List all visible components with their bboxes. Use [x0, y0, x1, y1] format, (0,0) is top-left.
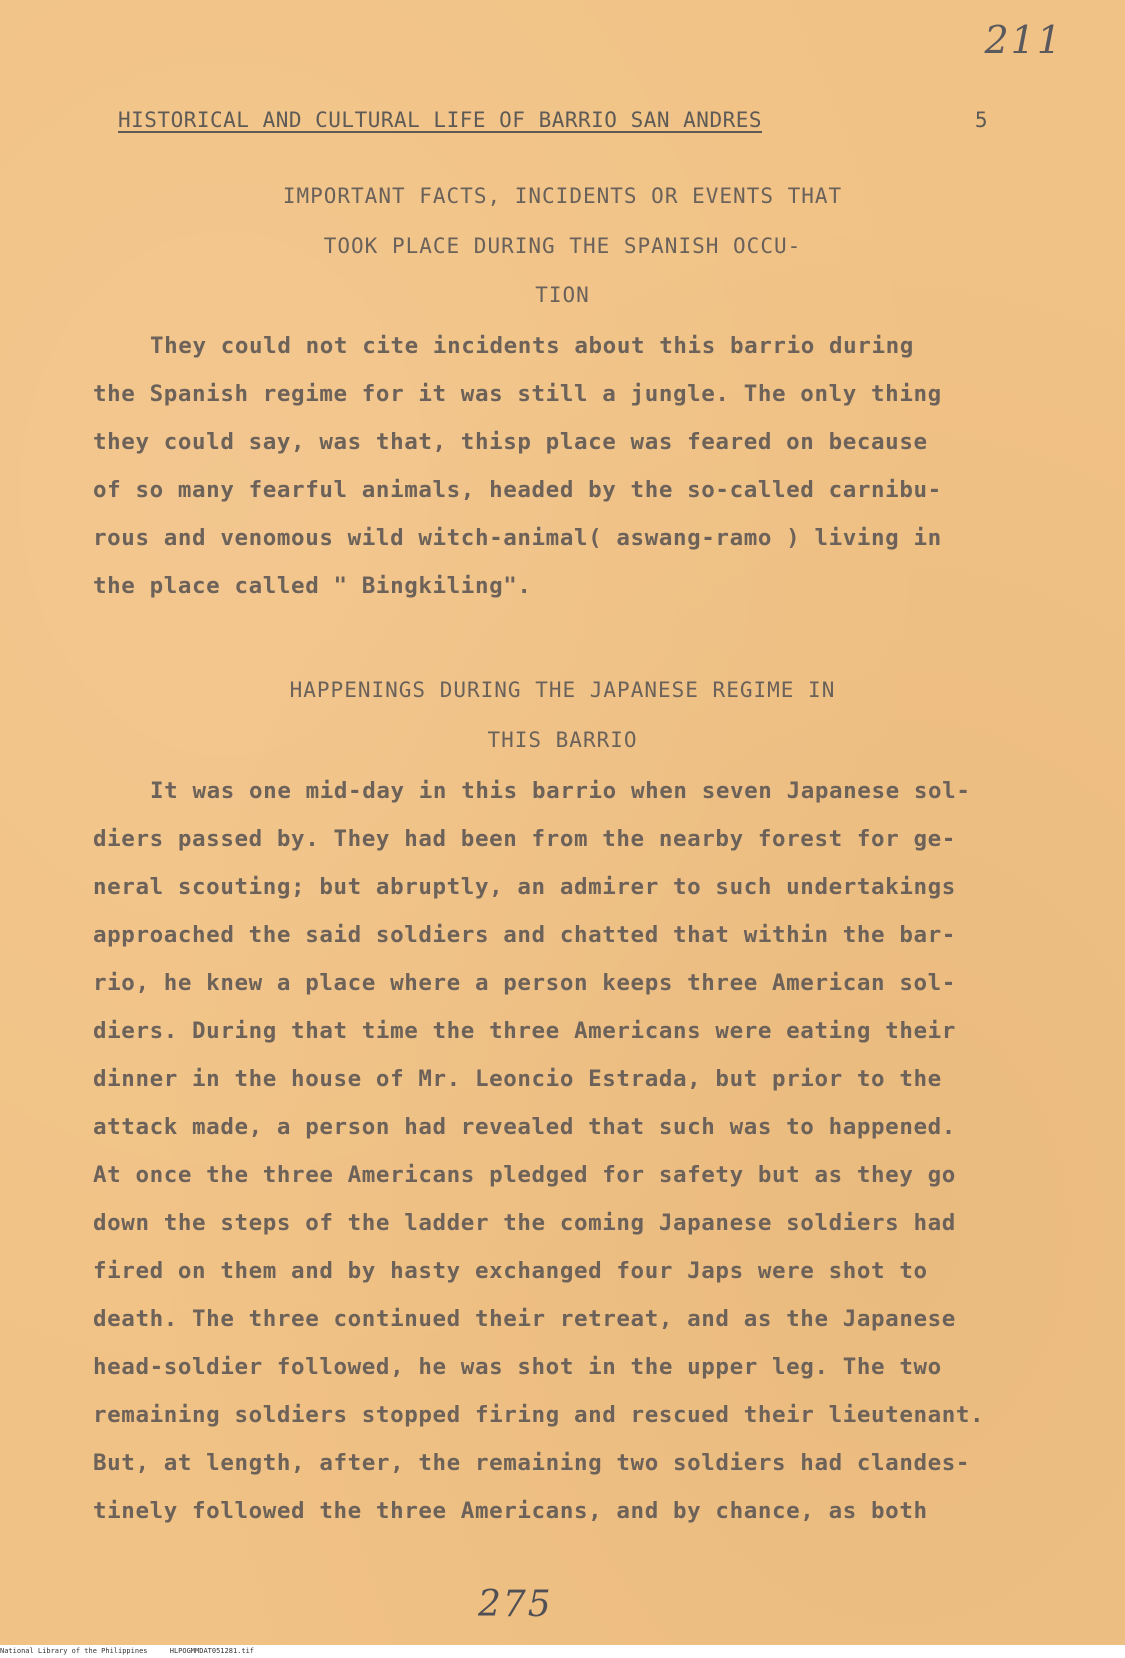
footer-page-number: 275 [478, 1584, 553, 1625]
body-text-line: dinner in the house of Mr. Leoncio Estrada, but prior to the [93, 1066, 942, 1092]
body-text-line: rio, he knew a place where a person keeps three American sol- [93, 970, 956, 996]
body-text-line: death. The three continued their retreat, and as the Japanese [93, 1306, 956, 1332]
scan-institution: National Library of the Philippines [0, 1647, 148, 1655]
body-text-line: diers. During that time the three Americans were eating their [93, 1018, 956, 1044]
body-text-line: They could not cite incidents about this barrio during [150, 333, 914, 359]
body-text-line: down the steps of the ladder the coming Japanese soldiers had [93, 1210, 956, 1236]
body-text-line: head-soldier followed, he was shot in the upper leg. The two [93, 1354, 942, 1380]
body-text-line: they could say, was that, thisp place was feared on because [93, 429, 928, 455]
scan-file-name: HLPOGMMDAT051281.tif [169, 1647, 255, 1655]
body-text-line: diers passed by. They had been from the nearby forest for ge- [93, 826, 956, 852]
body-text-line: But, at length, after, the remaining two soldiers had clandes- [93, 1450, 971, 1476]
section-heading-line: TION [535, 283, 590, 307]
body-text-line: At once the three Americans pledged for safety but as they go [93, 1162, 956, 1188]
scan-caption-strip [0, 1645, 1125, 1658]
running-header [118, 108, 988, 132]
body-text-line: tinely followed the three Americans, and by chance, as both [93, 1498, 928, 1524]
body-text-line: remaining soldiers stopped firing and rescued their lieutenant. [93, 1402, 985, 1428]
body-text-line: the Spanish regime for it was still a jungle. The only thing [93, 381, 942, 407]
body-text-line: It was one mid-day in this barrio when seven Japanese sol- [150, 778, 971, 804]
body-text-line: of so many fearful animals, headed by the so-called carnibu- [93, 477, 942, 503]
body-text-line: attack made, a person had revealed that such was to happened. [93, 1114, 956, 1140]
running-header-page-number: 5 [974, 108, 988, 132]
running-header-title: HISTORICAL AND CULTURAL LIFE OF BARRIO SAN ANDRES [118, 108, 763, 132]
section-heading-line: IMPORTANT FACTS, INCIDENTS OR EVENTS THAT [282, 184, 843, 208]
body-text-line: fired on them and by hasty exchanged four Japs were shot to [93, 1258, 928, 1284]
body-text-line: approached the said soldiers and chatted that within the bar- [93, 922, 956, 948]
section-heading-line: TOOK PLACE DURING THE SPANISH OCCU- [323, 234, 802, 258]
section-heading-line: THIS BARRIO [487, 728, 638, 752]
section-heading-line: HAPPENINGS DURING THE JAPANESE REGIME IN [289, 678, 836, 702]
body-text-line: the place called " Bingkiling". [93, 573, 532, 599]
body-text-line: rous and venomous wild witch-animal( aswang-ramo ) living in [93, 525, 942, 551]
body-text-line: neral scouting; but abruptly, an admirer to such undertakings [93, 874, 956, 900]
archive-number: 211 [984, 18, 1063, 62]
